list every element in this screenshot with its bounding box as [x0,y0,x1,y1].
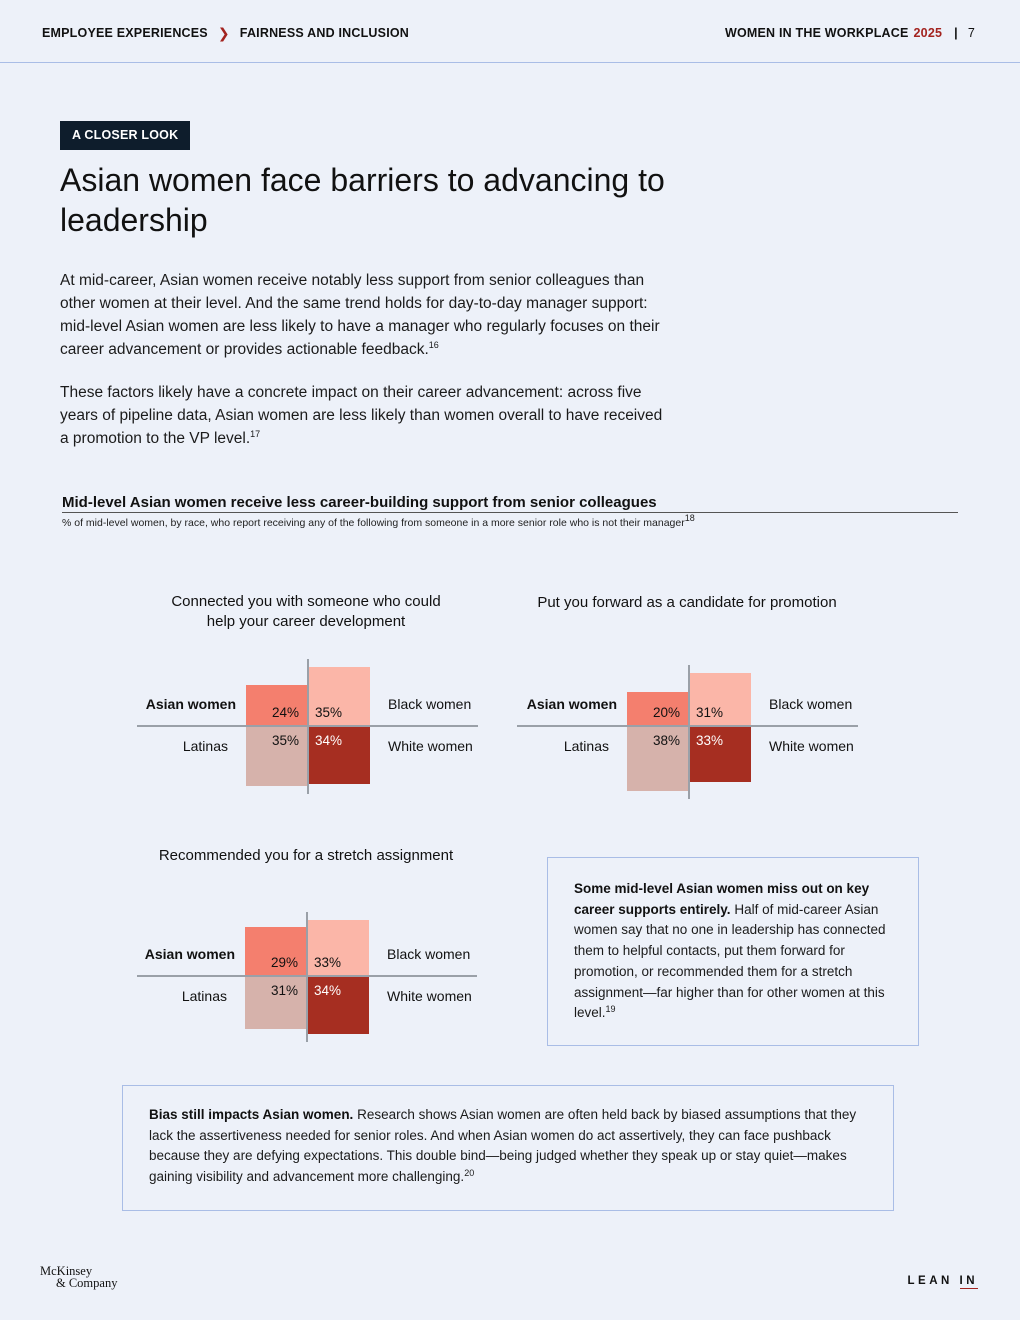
legend-black-women: Black women [769,696,853,712]
legend-white-women: White women [769,738,854,754]
impact-text: These factors likely have a concrete impact on their career advancement: across five years of pipeline data, Asian women are less likely than women overall to have received a promotion to the VP level. [60,384,663,447]
footnote-ref[interactable]: 18 [684,513,695,523]
legend-asian-women: Asian women [144,946,235,962]
vertical-axis [307,659,309,794]
value-label-asian-women: 20% [653,705,681,720]
legend-asian-women: Asian women [526,696,617,712]
figure-title: Mid-level Asian women receive less career-building support from senior colleagues [62,494,958,513]
leanin-logo-lean: LEAN [907,1275,960,1287]
legend-white-women: White women [388,738,473,754]
value-label-white-women: 34% [314,983,342,998]
callout-heading: Some mid-level Asian women miss out on key career supports entirely. [574,881,870,917]
intro-paragraph [60,269,670,361]
value-label-white-women: 34% [315,733,343,748]
header-separator: | [954,26,958,40]
breadcrumb-section[interactable]: EMPLOYEE EXPERIENCES [42,26,208,40]
breadcrumb-topic[interactable]: FAIRNESS AND INCLUSION [239,26,410,40]
footnote-ref[interactable]: 16 [428,340,439,350]
vertical-axis [306,912,308,1042]
legend-latinas: Latinas [563,738,609,754]
value-label-black-women: 35% [315,705,343,720]
value-label-black-women: 31% [696,705,724,720]
value-label-asian-women: 29% [271,955,299,970]
section-tag: A CLOSER LOOK [60,121,190,150]
callout-box [547,857,919,1046]
legend-black-women: Black women [387,946,471,962]
legend-latinas: Latinas [181,988,227,1004]
figure-subtitle [62,513,695,529]
chart-title: Recommended you for a stretch assignment [158,847,454,864]
footnote-ref[interactable]: 19 [605,1004,616,1015]
chevron-right-icon: ❯ [217,25,230,41]
legend-asian-women: Asian women [145,696,236,712]
bias-text: Research shows Asian women are often held back by biased assumptions that they lack the assertiveness needed for senior roles. And when Asian women do act assertively, they can face pushback because they are defying expectations. This double bind—being judged whether they speak up or stay quiet—makes gaining visibility and advancement more challenging. [149,1107,857,1185]
footnote-ref[interactable]: 17 [250,429,261,439]
report-name: WOMEN IN THE WORKPLACE [724,26,909,40]
value-label-latinas: 31% [271,983,299,998]
impact-paragraph [60,381,670,450]
figure-subtitle-text: % of mid-level women, by race, who report receiving any of the following from someone in a more senior role who is not their manager [62,517,685,529]
mckinsey-logo[interactable] [40,1265,117,1289]
report-info [725,26,975,40]
leanin-logo-in: IN [959,1275,978,1287]
page-number: 7 [967,26,975,40]
chart-title: Put you forward as a candidate for promotion [537,594,837,611]
page-title: Asian women face barriers to advancing to leadership [60,162,665,238]
intro-text: At mid-career, Asian women receive notably less support from senior colleagues than other women at their level. And the same trend holds for day-to-day manager support: mid-level Asian women are less likely to have a manager who regularly focuses on their career advancement or provides actionable feedback. [60,272,660,358]
footnote-ref[interactable]: 20 [464,1168,475,1179]
leanin-logo[interactable] [908,1275,979,1287]
mckinsey-logo-line1: McKinsey [40,1264,93,1278]
legend-white-women: White women [387,988,472,1004]
value-label-latinas: 35% [272,733,300,748]
value-label-asian-women: 24% [272,705,300,720]
chart-title: Connected you with someone who could help your career development [171,593,441,630]
breadcrumb [42,26,409,40]
callout-text: Half of mid-career Asian women say that no one in leadership has connected them to helpful contacts, put them forward for promotion, or recommended them for a stretch assignment—far higher than for other women at this level. [574,901,886,1021]
legend-black-women: Black women [388,696,472,712]
value-label-latinas: 38% [653,733,681,748]
bias-box [122,1085,894,1211]
value-label-white-women: 33% [696,733,724,748]
report-year: 2025 [913,26,943,40]
vertical-axis [688,665,690,798]
legend-latinas: Latinas [182,738,228,754]
bias-heading: Bias still impacts Asian women. [149,1107,354,1122]
mckinsey-logo-line2: & Company [56,1276,118,1290]
value-label-black-women: 33% [314,955,342,970]
page-header [0,0,1020,63]
